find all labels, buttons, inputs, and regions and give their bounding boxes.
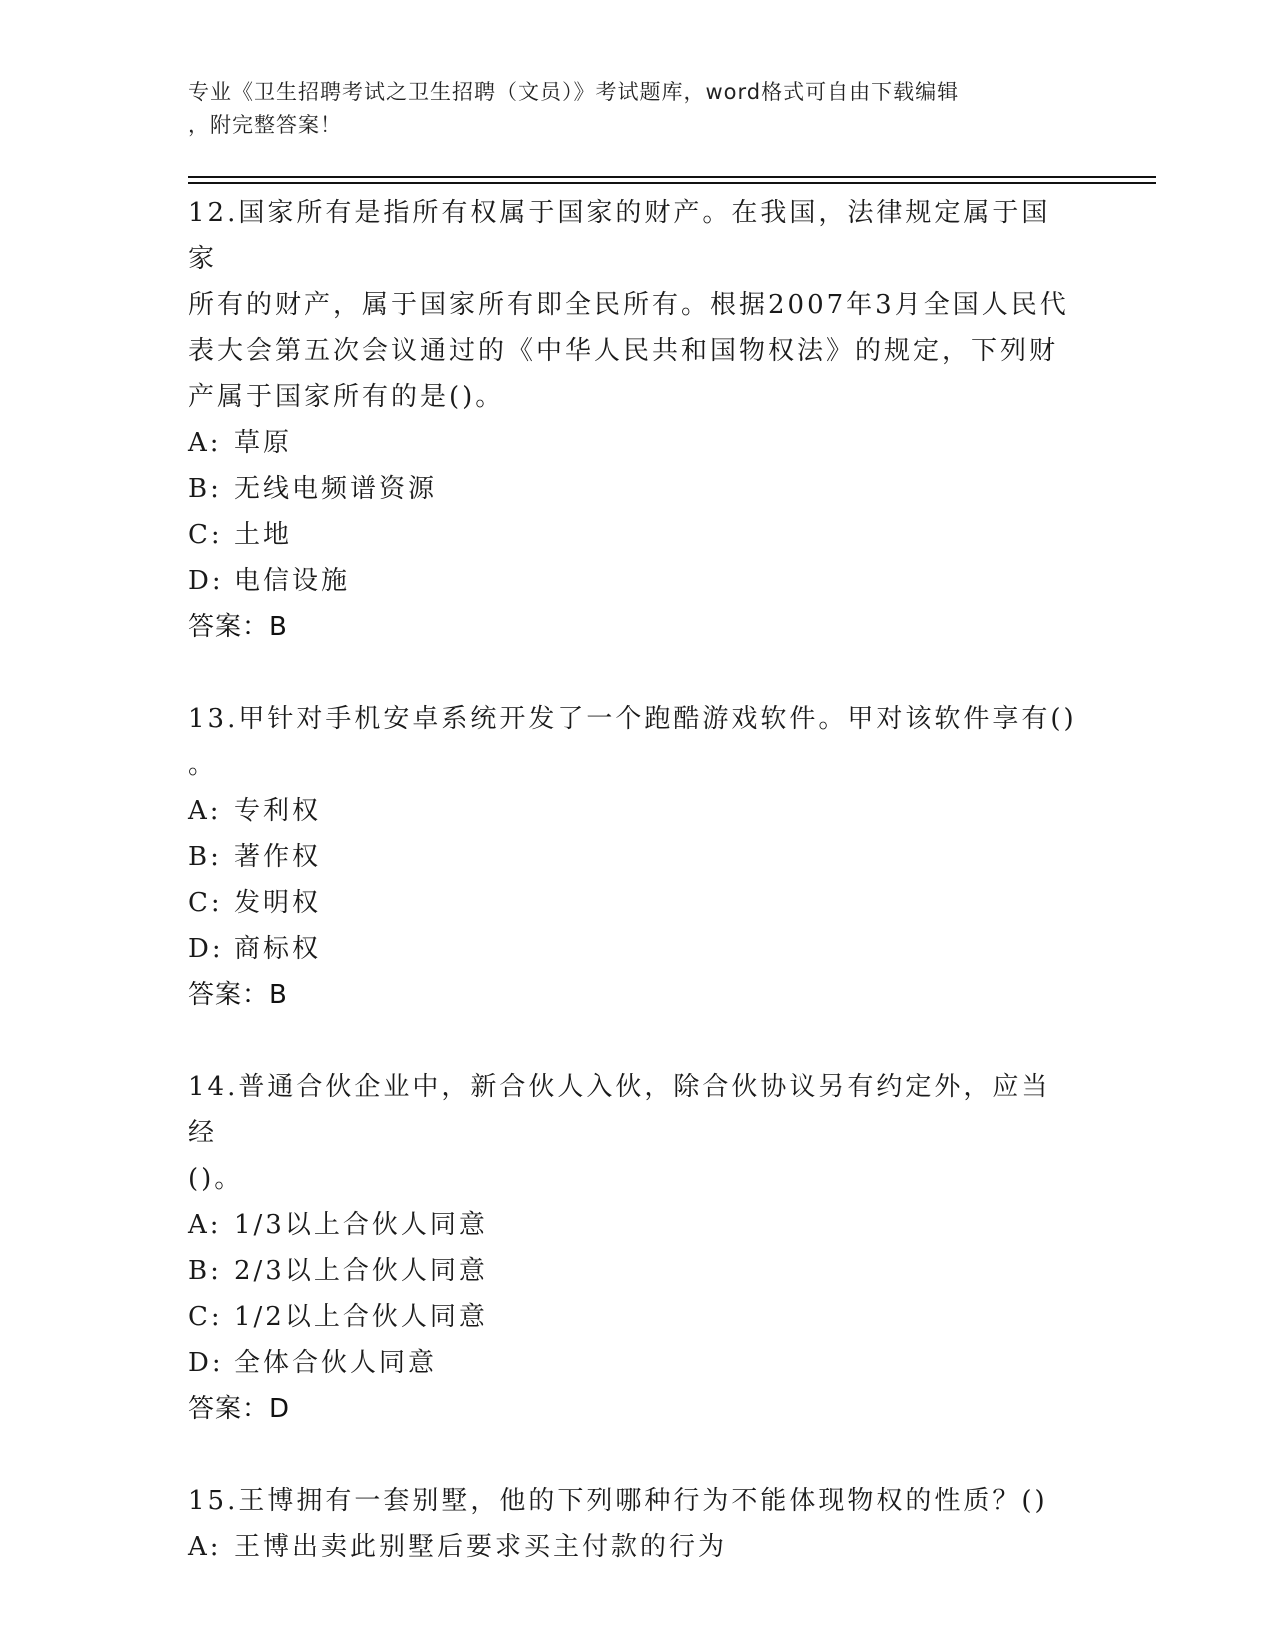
question-stem-line: 14.普通合伙企业中，新合伙人入伙，除合伙协议另有约定外，应当经 <box>188 1072 1051 1148</box>
option-text: 1/3以上合伙人同意 <box>234 1210 488 1240</box>
option-c <box>188 512 1078 558</box>
question-13 <box>188 696 1078 1018</box>
option-text: 2/3以上合伙人同意 <box>234 1256 488 1286</box>
document-header <box>188 76 1068 142</box>
option-text: 发明权 <box>234 888 322 918</box>
option-d <box>188 558 1078 604</box>
answer-line: 答案：D <box>188 1394 291 1424</box>
option-text: 无线电频谱资源 <box>234 474 438 504</box>
header-line-1: 专业《卫生招聘考试之卫生招聘（文员）》考试题库，word格式可自由下载编辑 <box>188 80 960 104</box>
option-letter: A: <box>188 796 222 826</box>
option-text: 土地 <box>234 520 293 550</box>
answer-line: 答案：B <box>188 980 288 1010</box>
question-stem-line: 所有的财产，属于国家所有即全民所有。根据2007年3月全国人民代 <box>188 290 1069 320</box>
option-c <box>188 880 1078 926</box>
option-text: 1/2以上合伙人同意 <box>234 1302 488 1332</box>
option-letter: D: <box>188 566 224 596</box>
option-text: 著作权 <box>234 842 322 872</box>
question-stem-line: 表大会第五次会议通过的《中华人民共和国物权法》的规定，下列财 <box>188 336 1059 366</box>
option-a <box>188 1202 1078 1248</box>
header-divider-top <box>188 176 1156 178</box>
option-letter: B: <box>188 474 222 504</box>
option-letter: C: <box>188 1302 223 1332</box>
option-letter: B: <box>188 1256 222 1286</box>
header-line-2: ，附完整答案！ <box>188 113 342 137</box>
option-letter: A: <box>188 1532 222 1562</box>
option-a <box>188 788 1078 834</box>
option-d <box>188 926 1078 972</box>
question-stem-line: 12.国家所有是指所有权属于国家的财产。在我国，法律规定属于国家 <box>188 198 1051 274</box>
question-14 <box>188 1064 1078 1432</box>
option-letter: C: <box>188 888 223 918</box>
option-text: 王博出卖此别墅后要求买主付款的行为 <box>234 1532 728 1562</box>
question-stem-line: 15.王博拥有一套别墅，他的下列哪种行为不能体现物权的性质？() <box>188 1486 1048 1516</box>
question-stem-line: 13.甲针对手机安卓系统开发了一个跑酷游戏软件。甲对该软件享有() <box>188 704 1077 734</box>
question-12 <box>188 190 1078 650</box>
option-a <box>188 420 1078 466</box>
question-stem-line: 产属于国家所有的是()。 <box>188 382 505 412</box>
option-letter: D: <box>188 934 224 964</box>
question-list <box>188 190 1078 1616</box>
option-letter: B: <box>188 842 222 872</box>
header-divider-bottom <box>188 182 1156 184</box>
option-text: 电信设施 <box>234 566 351 596</box>
option-letter: D: <box>188 1348 224 1378</box>
option-letter: A: <box>188 428 222 458</box>
option-d <box>188 1340 1078 1386</box>
option-c <box>188 1294 1078 1340</box>
option-text: 专利权 <box>234 796 322 826</box>
option-letter: C: <box>188 520 223 550</box>
option-b <box>188 1248 1078 1294</box>
option-text: 全体合伙人同意 <box>234 1348 438 1378</box>
option-text: 草原 <box>234 428 293 458</box>
option-b <box>188 834 1078 880</box>
question-stem-line: 。 <box>188 750 218 780</box>
question-stem-line: ()。 <box>188 1164 244 1194</box>
answer-line: 答案：B <box>188 612 288 642</box>
option-b <box>188 466 1078 512</box>
question-15 <box>188 1478 1078 1570</box>
option-letter: A: <box>188 1210 222 1240</box>
option-text: 商标权 <box>234 934 322 964</box>
option-a <box>188 1524 1078 1570</box>
